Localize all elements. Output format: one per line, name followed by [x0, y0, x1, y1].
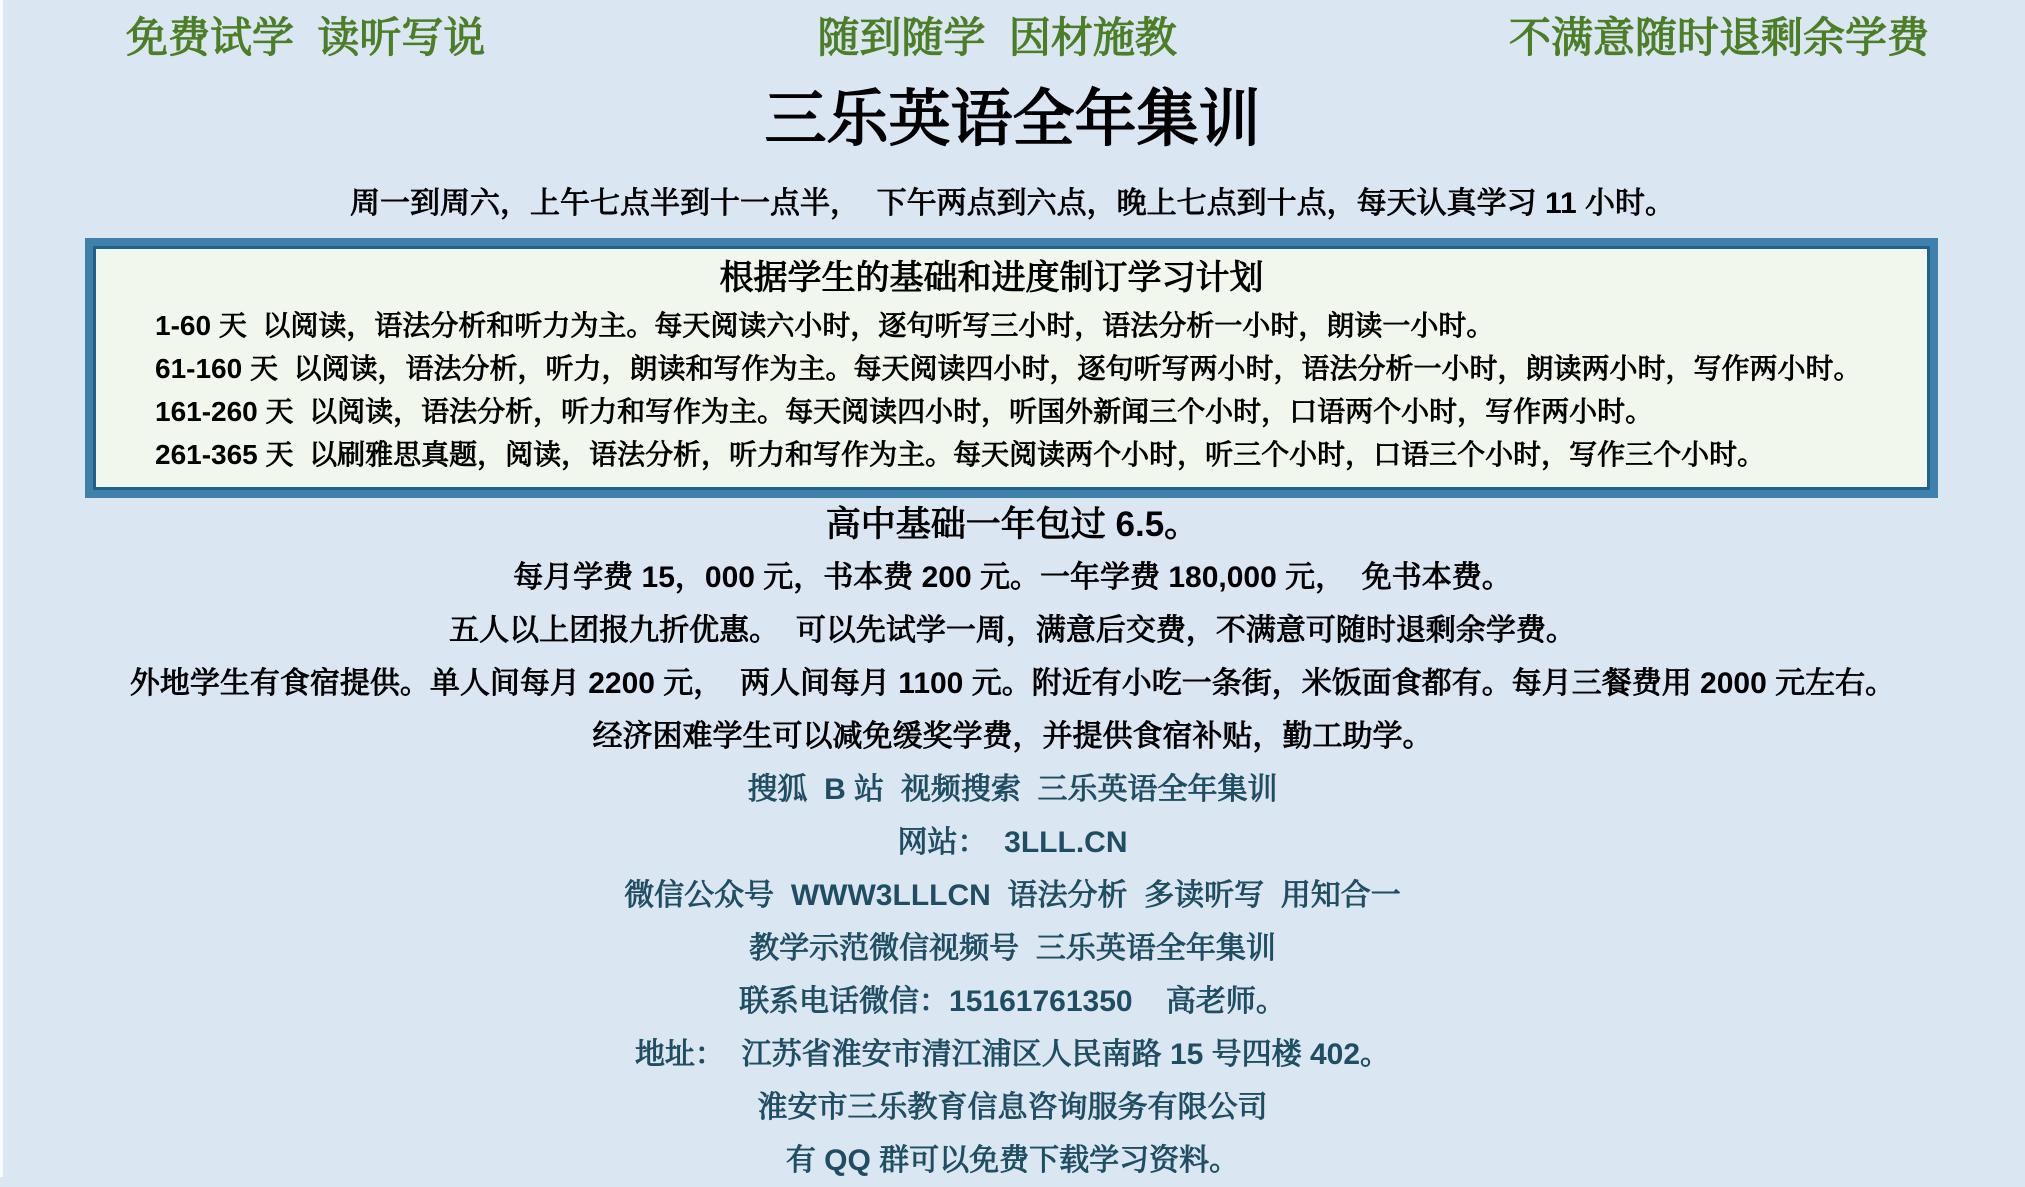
- promo-free-trial: 免费试学 读听写说: [126, 14, 486, 61]
- plan-line-days-61-160: 61-160 天 以阅读，语法分析，听力，朗读和写作为主。每天阅读四小时，逐句听写两小时，语法分析一小时，朗读两小时，写作两小时。: [155, 353, 1862, 384]
- wechat-video-line: 教学示范微信视频号 三乐英语全年集训: [749, 932, 1276, 965]
- study-plan-box: [85, 238, 1938, 498]
- wechat-official-line: 微信公众号 WWW3LLLCN 语法分析 多读听写 用知合一: [624, 879, 1401, 912]
- page-title: 三乐英语全年集训: [764, 85, 1261, 154]
- plan-line-days-261-365: 261-365 天 以刷雅思真题，阅读，语法分析，听力和写作为主。每天阅读两个小时，听三个小时，口语三个小时，写作三个小时。: [155, 439, 1766, 470]
- group-discount-line: 五人以上团报九折优惠。 可以先试学一周，满意后交费，不满意可随时退剩余学费。: [449, 614, 1576, 647]
- guarantee-line: 高中基础一年包过 6.5。: [825, 505, 1200, 544]
- info-lines: [0, 498, 2025, 1187]
- promo-row: [0, 0, 2025, 62]
- tuition-line: 每月学费 15，000 元，书本费 200 元。一年学费 180,000 元， 免书本费。: [513, 561, 1512, 594]
- study-plan-title: 根据学生的基础和进度制订学习计划: [719, 259, 1264, 297]
- website-line: 网站： 3LLL.CN: [897, 826, 1128, 859]
- page-left-edge: [0, 0, 3, 1177]
- financial-aid-line: 经济困难学生可以减免缓奖学费，并提供食宿补贴，勤工助学。: [592, 720, 1433, 753]
- plan-line-days-161-260: 161-260 天 以阅读，语法分析，听力和写作为主。每天阅读四小时，听国外新闻三个小时，口语两个小时，写作两小时。: [155, 396, 1654, 427]
- promo-flexible-start: 随到随学 因材施教: [817, 14, 1177, 61]
- video-search-line: 搜狐 B 站 视频搜索 三乐英语全年集训: [747, 773, 1278, 806]
- daily-schedule-line: 周一到周六，上午七点半到十一点半， 下午两点到六点，晚上七点到十点，每天认真学习 11 小时。: [349, 187, 1676, 220]
- promo-refund: 不满意随时退剩余学费: [1508, 14, 1929, 61]
- phone-line: 联系电话微信：15161761350 高老师。: [739, 985, 1286, 1018]
- plan-line-days-1-60: 1-60 天 以阅读，语法分析和听力为主。每天阅读六小时，逐句听写三小时，语法分析一小时，朗读一小时。: [155, 310, 1495, 341]
- qq-group-line: 有 QQ 群可以免费下载学习资料。: [785, 1144, 1240, 1177]
- lodging-line: 外地学生有食宿提供。单人间每月 2200 元， 两人间每月 1100 元。附近有小吃一条街，米饭面食都有。每月三餐费用 2000 元左右。: [129, 667, 1896, 700]
- address-line: 地址： 江苏省淮安市清江浦区人民南路 15 号四楼 402。: [634, 1038, 1391, 1071]
- company-name-line: 淮安市三乐教育信息咨询服务有限公司: [757, 1091, 1268, 1124]
